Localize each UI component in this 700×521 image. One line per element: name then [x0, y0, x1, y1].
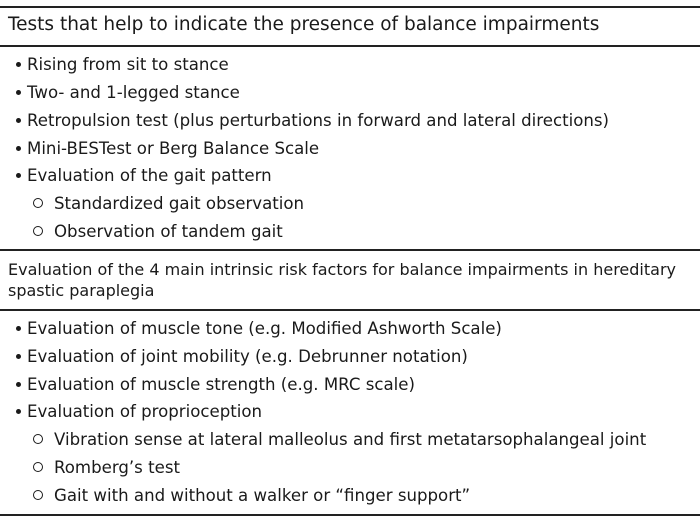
bullet-icon	[16, 382, 21, 387]
sub-list-item: Standardized gait observation	[33, 194, 304, 214]
bullet-icon	[16, 354, 21, 359]
circle-bullet-icon	[33, 434, 43, 444]
list-item: Evaluation of muscle strength (e.g. MRC scale)	[16, 375, 415, 395]
bullet-icon	[16, 326, 21, 331]
circle-bullet-icon	[33, 462, 43, 472]
list-item: Evaluation of proprioception	[16, 402, 262, 422]
sub-list-item: Gait with and without a walker or “finger support”	[33, 486, 470, 506]
list-item: Evaluation of the gait pattern	[16, 166, 272, 186]
list-item: Rising from sit to stance	[16, 55, 229, 75]
sub-list-item: Vibration sense at lateral malleolus and first metatarsophalangeal joint	[33, 430, 646, 450]
section1-heading: Tests that help to indicate the presence of balance impairments	[8, 14, 600, 35]
bullet-icon	[16, 62, 21, 67]
circle-bullet-icon	[33, 490, 43, 500]
top-rule	[0, 6, 700, 8]
section-divider-rule	[0, 249, 700, 251]
bullet-icon	[16, 146, 21, 151]
bullet-icon	[16, 90, 21, 95]
circle-bullet-icon	[33, 226, 43, 236]
section2-heading: Evaluation of the 4 main intrinsic risk factors for balance impairments in hereditary spastic paraplegia	[8, 260, 676, 300]
list-item: Evaluation of muscle tone (e.g. Modified Ashworth Scale)	[16, 319, 502, 339]
list-item: Evaluation of joint mobility (e.g. Debrunner notation)	[16, 347, 468, 367]
bullet-icon	[16, 409, 21, 414]
list-item: Mini-BESTest or Berg Balance Scale	[16, 139, 319, 159]
bullet-icon	[16, 173, 21, 178]
sub-list-item: Observation of tandem gait	[33, 222, 283, 242]
circle-bullet-icon	[33, 198, 43, 208]
section2-rule	[0, 309, 700, 311]
sub-list-item: Romberg’s test	[33, 458, 180, 478]
list-item: Retropulsion test (plus perturbations in forward and lateral directions)	[16, 111, 609, 131]
section1-rule	[0, 45, 700, 47]
bottom-rule	[0, 514, 700, 516]
list-item: Two- and 1-legged stance	[16, 83, 240, 103]
bullet-icon	[16, 118, 21, 123]
